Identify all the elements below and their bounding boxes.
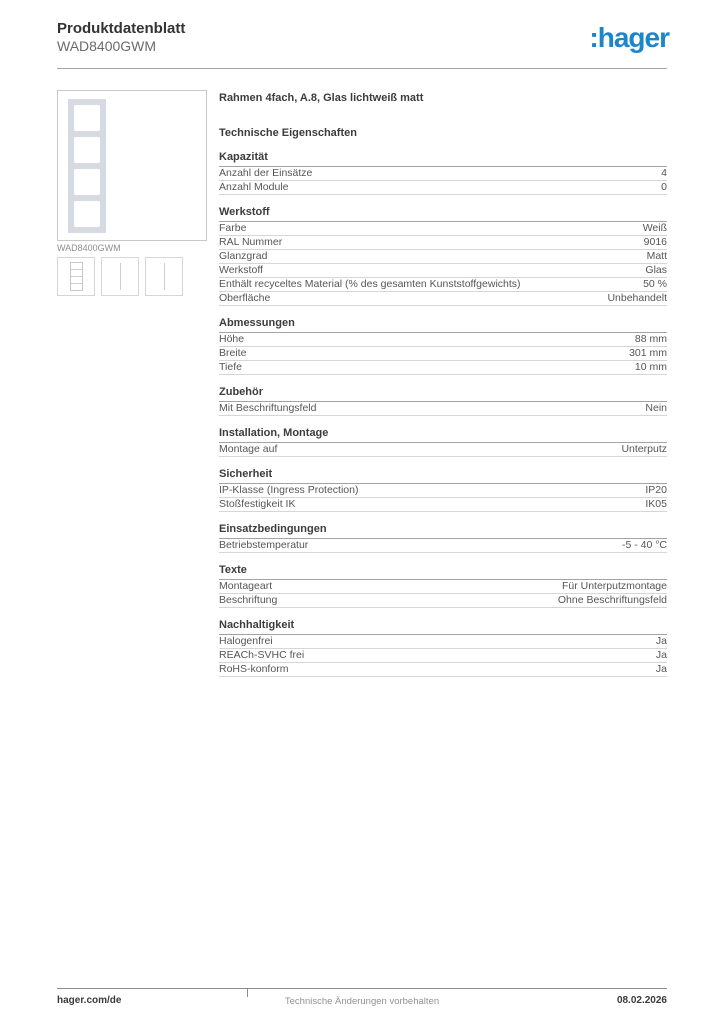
spec-row [219, 402, 667, 416]
frame-side-view-icon [120, 263, 121, 290]
spec-row [219, 292, 667, 306]
spec-section [219, 386, 667, 416]
spec-section [219, 619, 667, 677]
spec-row [219, 663, 667, 677]
spec-label: Montage auf [219, 443, 278, 455]
spec-value: 10 mm [634, 361, 667, 373]
spec-row [219, 222, 667, 236]
spec-section-title: Sicherheit [219, 468, 667, 484]
spec-label: Betriebstemperatur [219, 539, 309, 551]
spec-section-title: Installation, Montage [219, 427, 667, 443]
spec-value: 50 % [643, 278, 667, 290]
spec-label: Anzahl der Einsätze [219, 167, 313, 179]
image-caption: WAD8400GWM [57, 243, 121, 253]
spec-value: Unterputz [621, 443, 667, 455]
spec-section-title: Zubehör [219, 386, 667, 402]
product-name: Rahmen 4fach, A.8, Glas lichtweiß matt [219, 92, 424, 104]
thumbnail-side-view-1[interactable] [101, 257, 139, 296]
spec-row [219, 167, 667, 181]
spec-value: Ohne Beschriftungsfeld [557, 594, 667, 606]
frame-side-view-icon [164, 263, 165, 290]
spec-label: Stoßfestigkeit IK [219, 498, 296, 510]
spec-label: Enthält recyceltes Material (% des gesamten Kunststoffgewichts) [219, 278, 521, 290]
spec-row [219, 484, 667, 498]
spec-value: Ja [655, 663, 667, 675]
spec-label: Oberfläche [219, 292, 271, 304]
spec-section-title: Einsatzbedingungen [219, 523, 667, 539]
spec-value: -5 - 40 °C [621, 539, 667, 551]
spec-value: 301 mm [629, 347, 667, 359]
spec-section [219, 317, 667, 375]
frame-window [74, 137, 100, 163]
spec-label: Anzahl Module [219, 181, 289, 193]
header-divider [57, 68, 667, 69]
frame-window [74, 201, 100, 227]
product-image [57, 90, 207, 241]
footer-divider [57, 988, 667, 989]
spec-label: IP-Klasse (Ingress Protection) [219, 484, 359, 496]
spec-row [219, 347, 667, 361]
spec-row [219, 250, 667, 264]
thumbnail-side-view-2[interactable] [145, 257, 183, 296]
spec-sections [219, 151, 667, 688]
spec-label: Tiefe [219, 361, 242, 373]
spec-label: Werkstoff [219, 264, 263, 276]
footer-disclaimer: Technische Änderungen vorbehalten [284, 996, 440, 1007]
spec-value: 9016 [643, 236, 667, 248]
spec-value: Weiß [642, 222, 667, 234]
spec-row [219, 333, 667, 347]
spec-section [219, 427, 667, 457]
spec-section [219, 151, 667, 195]
spec-row [219, 361, 667, 375]
spec-label: Beschriftung [219, 594, 278, 606]
frame-window [74, 169, 100, 195]
spec-value: Glas [645, 264, 667, 276]
spec-label: REACh-SVHC frei [219, 649, 305, 661]
spec-row [219, 580, 667, 594]
frame-window [74, 105, 100, 131]
spec-label: Glanzgrad [219, 250, 268, 262]
spec-row [219, 498, 667, 512]
frame-4gang-graphic [68, 99, 106, 233]
footer-date: 08.02.2026 [616, 995, 667, 1006]
spec-value: Für Unterputzmontage [561, 580, 667, 592]
spec-value: IK05 [645, 498, 667, 510]
thumbnail-front-view[interactable] [57, 257, 95, 296]
spec-label: Mit Beschriftungsfeld [219, 402, 317, 414]
spec-label: Montageart [219, 580, 273, 592]
frame-front-view-icon [70, 262, 83, 291]
footer-website-link[interactable]: hager.com/de [57, 995, 122, 1006]
spec-label: Höhe [219, 333, 245, 345]
hager-logo: :hager [589, 22, 669, 53]
spec-row [219, 649, 667, 663]
spec-label: Breite [219, 347, 247, 359]
spec-value: Ja [655, 649, 667, 661]
spec-section-title: Kapazität [219, 151, 667, 167]
spec-row [219, 443, 667, 457]
product-code: WAD8400GWM [57, 38, 157, 54]
spec-row [219, 278, 667, 292]
spec-section-title: Nachhaltigkeit [219, 619, 667, 635]
spec-value: Unbehandelt [607, 292, 667, 304]
spec-value: Ja [655, 635, 667, 647]
spec-section [219, 564, 667, 608]
spec-value: 88 mm [634, 333, 667, 345]
spec-label: RAL Nummer [219, 236, 283, 248]
spec-value: Matt [646, 250, 667, 262]
spec-row [219, 236, 667, 250]
spec-section-title: Abmessungen [219, 317, 667, 333]
tech-properties-heading: Technische Eigenschaften [219, 127, 357, 139]
spec-section [219, 523, 667, 553]
spec-value: IP20 [645, 484, 667, 496]
spec-row [219, 594, 667, 608]
spec-label: Farbe [219, 222, 247, 234]
spec-row [219, 539, 667, 553]
spec-row [219, 635, 667, 649]
spec-value: 0 [661, 181, 667, 193]
spec-row [219, 264, 667, 278]
spec-label: Halogenfrei [219, 635, 273, 647]
spec-section-title: Werkstoff [219, 206, 667, 222]
spec-label: RoHS-konform [219, 663, 289, 675]
document-title: Produktdatenblatt [57, 20, 186, 37]
thumbnail-strip [57, 257, 183, 296]
spec-section-title: Texte [219, 564, 667, 580]
spec-value: Nein [645, 402, 667, 414]
spec-section [219, 468, 667, 512]
spec-section [219, 206, 667, 306]
spec-row [219, 181, 667, 195]
spec-value: 4 [661, 167, 667, 179]
